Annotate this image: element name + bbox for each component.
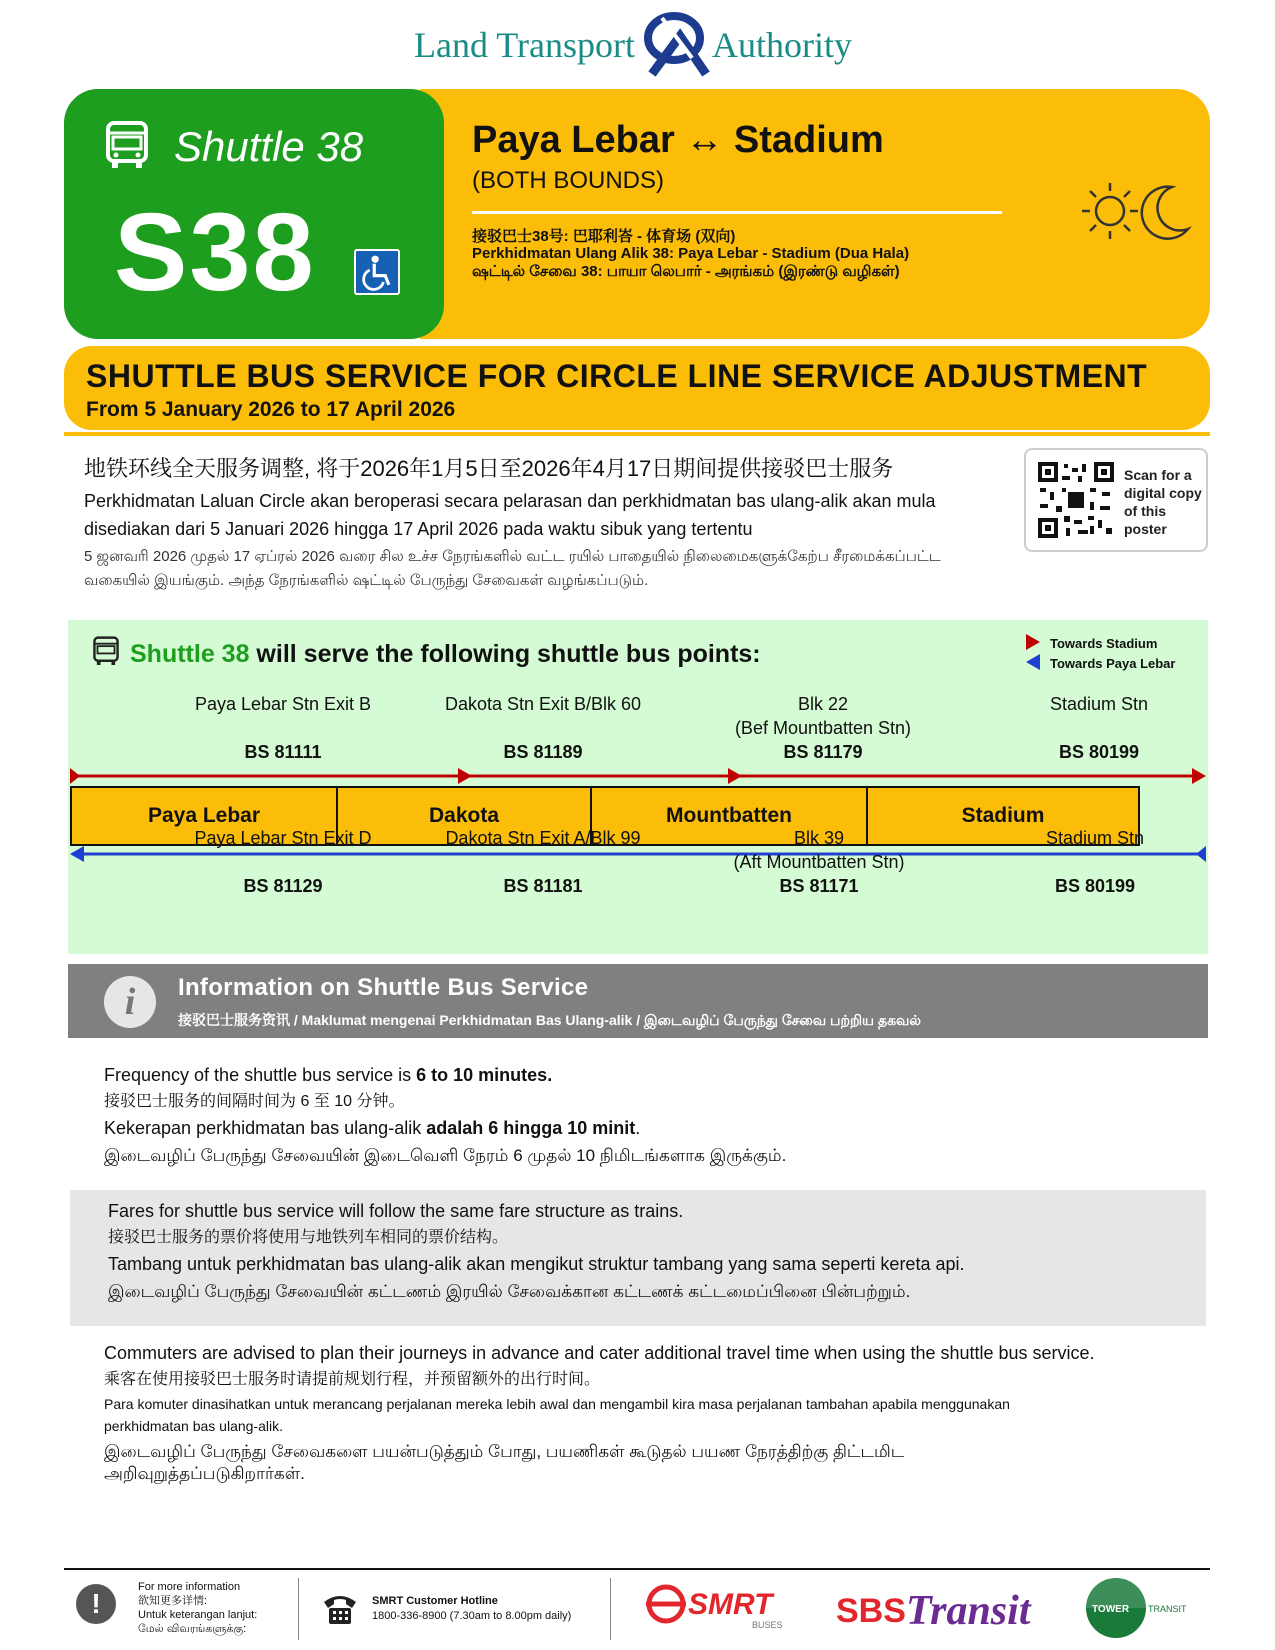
arrow-mid-marker — [728, 768, 742, 784]
bus-stop-code: BS 81129 — [243, 876, 323, 896]
banner-underline — [64, 432, 1210, 436]
intro-text — [84, 452, 964, 593]
frequency-ms-text: Kekerapan perkhidmatan bas ulang-alik — [104, 1118, 427, 1138]
footer-separator — [610, 1578, 611, 1640]
arrow-end-marker — [1192, 768, 1206, 784]
route-subtitle: (BOTH BOUNDS) — [472, 167, 664, 194]
tower-transit-logo — [1086, 1576, 1206, 1642]
fares-ta: இடைவழிப் பேருந்து சேவையின் கட்டணம் இரயில் சேவைக்கான கட்டணக் கட்டமைப்பினை பின்பற்றும். — [108, 1282, 911, 1301]
frequency-ta: இடைவழிப் பேருந்து சேவையின் இடைவெளி நேரம் 6 முதல் 10 நிமிடங்களாக இருக்கும். — [104, 1146, 787, 1165]
info-subtitle: 接驳巴士服务资讯 / Maklumat mengenai Perkhidmatan Bas Ulang-alik / இடைவழிப் பேருந்து சேவை பற்றிய தகவல் — [178, 1012, 922, 1028]
route-divider — [472, 211, 1002, 214]
bus-stop-code: BS 81171 — [779, 876, 859, 896]
qr-label: Scan for a digital copy of this poster — [1124, 467, 1202, 537]
stops-heading-text: will serve the following shuttle bus points: — [249, 640, 761, 668]
hotline-info — [372, 1594, 571, 1624]
advice-en: Commuters are advised to plan their journeys in advance and cater additional travel time when using the shuttle bus service. — [104, 1343, 1095, 1363]
service-code: S38 — [114, 191, 316, 314]
shuttle-stops-panel — [68, 620, 1208, 954]
station-mountbatten: Mountbatten — [590, 786, 868, 846]
frequency-zh: 接驳巴士服务的间隔时间为 6 至 10 分钟。 — [104, 1093, 405, 1110]
qr-code-icon[interactable] — [1038, 462, 1114, 538]
fares-en: Fares for shuttle bus service will follow the same fare structure as trains. — [108, 1201, 684, 1221]
bus-stop-code: BS 81179 — [783, 742, 863, 762]
advice-ta: இடைவழிப் பேருந்து சேவைகளை பயன்படுத்தும் போது, பயணிகள் கூடுதல் பயண நேரத்திற்கு திட்டமிட அறிவுறுத்தப்படுகிறார்கள். — [104, 1442, 905, 1483]
smrt-buses-logo — [644, 1584, 794, 1630]
route-title: Paya Lebar ↔ Stadium — [472, 119, 884, 161]
red-triangle-icon — [1026, 634, 1040, 650]
info-title: Information on Shuttle Bus Service — [178, 974, 589, 1001]
legend-towards-stadium: Towards Stadium — [1050, 636, 1158, 651]
logo-text-right: Authority — [712, 25, 852, 65]
stops-heading — [92, 636, 761, 669]
info-bar — [68, 964, 1208, 1038]
stop-stadium-stn-b — [960, 826, 1230, 898]
fares-ms: Tambang untuk perkhidmatan bas ulang-alik akan mengikut struktur tambang yang sama seperti kereta api. — [108, 1254, 965, 1274]
frequency-en — [104, 1062, 1184, 1089]
frequency-ms-end: . — [635, 1118, 641, 1138]
stop-name-2: (Aft Mountbatten Stn) — [733, 852, 905, 872]
wheelchair-accessible-icon — [354, 249, 400, 295]
frequency-en-value: 6 to 10 minutes. — [416, 1065, 553, 1085]
route-title-ms: Perkhidmatan Ulang Alik 38: Paya Lebar - Stadium (Dua Hala) — [472, 245, 910, 262]
tower-text: TOWER — [1092, 1604, 1130, 1615]
stop-name-2 — [408, 850, 678, 874]
station-paya-lebar: Paya Lebar — [70, 786, 338, 846]
hotline-title: SMRT Customer Hotline — [372, 1595, 498, 1607]
stop-blk-39 — [684, 826, 954, 898]
stop-paya-lebar-exit-d — [148, 826, 418, 898]
service-name: Shuttle 38 — [174, 123, 364, 170]
stop-name-2 — [960, 850, 1230, 874]
stop-name-2 — [148, 850, 418, 874]
more-info-zh: 欲知更多详情: — [138, 1595, 208, 1607]
info-icon: i — [104, 976, 156, 1028]
sbs-transit-logo — [836, 1586, 1036, 1630]
bus-stop-code: BS 80199 — [1058, 742, 1140, 762]
arrow-end-marker — [70, 846, 84, 862]
stop-paya-lebar-exit-b — [148, 692, 418, 764]
arrow-start-marker — [70, 768, 80, 784]
stop-name: Blk 22 — [797, 694, 849, 714]
stop-stadium-stn-a — [964, 692, 1234, 764]
phone-icon — [320, 1588, 360, 1628]
intro-ta: 5 ஜனவரி 2026 முதல் 17 ஏப்ரல் 2026 வரை சில உச்ச நேரங்களில் வட்ட ரயில் பாதையில் நிலைமைகளுக்கேற்ப சீரமைக்கப்பட்ட வகையில் இயங்கும். அந்த நேரங்களில் ஷட்டில் பேருந்து சேவைகள் வழங்கப்படும். — [84, 548, 941, 589]
moon-icon — [1138, 183, 1192, 243]
frequency-ms-value: adalah 6 hingga 10 minit — [426, 1118, 636, 1138]
more-info-label — [138, 1580, 257, 1636]
stop-dakota-exit-b — [408, 692, 678, 764]
route-title-zh: 接驳巴士38号: 巴耶利峇 - 体育场 (双向) — [472, 228, 736, 245]
route-title-ta: ஷட்டில் சேவை 38: பாயா லெபார் - அரங்கம் (இரண்டு வழிகள்) — [472, 263, 900, 280]
bus-stop-code: BS 81189 — [503, 742, 583, 762]
intro-zh: 地铁环线全天服务调整, 将于2026年1月5日至2026年4月17日期间提供接驳巴士服务 — [84, 456, 894, 481]
intro-ms: Perkhidmatan Laluan Circle akan beroperasi secara pelarasan dan perkhidmatan bas ulang-alik akan mula disediakan dari 5 Januari 2026 hingga 17 April 2026 pada waktu sibuk yang tertentu — [84, 491, 936, 539]
hotline-number[interactable]: 1800-336-8900 (7.30am to 8.00pm daily) — [372, 1610, 572, 1622]
stop-name-2 — [408, 716, 678, 740]
transit-text: Transit — [906, 1588, 1031, 1630]
stop-name: Dakota Stn Exit A/Blk 99 — [445, 828, 641, 848]
stop-name-2 — [964, 716, 1234, 740]
lta-emblem-icon — [640, 8, 712, 78]
station-dakota: Dakota — [336, 786, 592, 846]
stop-blk-22 — [688, 692, 958, 764]
bus-icon — [92, 636, 120, 666]
frequency-en-text: Frequency of the shuttle bus service is — [104, 1065, 417, 1085]
stop-name: Paya Lebar Stn Exit D — [194, 828, 372, 848]
stops-heading-service: Shuttle 38 — [130, 640, 250, 668]
sun-icon — [1080, 181, 1140, 241]
stop-name: Stadium Stn — [1049, 694, 1149, 714]
stop-name: Paya Lebar Stn Exit B — [194, 694, 372, 714]
bus-icon — [104, 121, 150, 169]
stop-name-2 — [148, 716, 418, 740]
more-info-ms: Untuk keterangan lanjut: — [138, 1609, 258, 1621]
banner-date: From 5 January 2026 to 17 April 2026 — [86, 398, 456, 421]
exclamation-icon: ! — [76, 1584, 116, 1624]
smrt-sub-text: BUSES — [752, 1620, 783, 1630]
stop-name: Stadium Stn — [1045, 828, 1145, 848]
bus-stop-code: BS 81111 — [244, 742, 322, 762]
bus-stop-code: BS 80199 — [1054, 876, 1136, 896]
logo-text-left: Land Transport — [413, 25, 635, 65]
fares-zh: 接驳巴士服务的票价将使用与地铁列车相同的票价结构。 — [108, 1229, 509, 1246]
blue-triangle-icon — [1026, 654, 1040, 670]
direction-legend — [1026, 634, 1175, 674]
fares-section — [108, 1198, 1188, 1305]
route-panel — [420, 89, 1210, 339]
stop-dakota-exit-a — [408, 826, 678, 898]
bus-stop-code: BS 81181 — [503, 876, 583, 896]
stop-name: Dakota Stn Exit B/Blk 60 — [444, 694, 642, 714]
frequency-ms — [104, 1115, 1184, 1142]
stop-name-2: (Bef Mountbatten Stn) — [734, 718, 912, 738]
footer-divider — [64, 1568, 1210, 1570]
stop-name: Blk 39 — [793, 828, 845, 848]
advice-zh: 乘客在使用接驳巴士服务时请提前规划行程，并预留额外的出行时间。 — [104, 1371, 601, 1388]
footer-separator — [298, 1578, 299, 1640]
service-badge — [64, 89, 444, 339]
legend-towards-paya: Towards Paya Lebar — [1050, 656, 1176, 671]
banner-title: SHUTTLE BUS SERVICE FOR CIRCLE LINE SERVICE ADJUSTMENT — [86, 358, 1148, 394]
arrow-mid-marker — [458, 768, 472, 784]
transit-sub-text: TRANSIT — [1148, 1604, 1187, 1614]
advice-ms: Para komuter dinasihatkan untuk merancang perjalanan mereka lebih awal dan mengambil kira masa perjalanan tambahan apabila menggunakan perkhidmatan bas ulang-alik. — [104, 1396, 1010, 1434]
more-info-ta: மேல் விவரங்களுக்கு: — [138, 1623, 247, 1635]
frequency-section — [104, 1062, 1184, 1169]
more-info-en: For more information — [138, 1581, 241, 1593]
smrt-text: SMRT — [688, 1588, 773, 1621]
advice-section — [104, 1340, 1204, 1485]
sbs-text: SBS — [836, 1592, 906, 1630]
qr-card[interactable] — [1024, 448, 1208, 552]
station-stadium: Stadium — [866, 786, 1140, 846]
lta-logo — [0, 6, 1275, 78]
adjustment-banner — [64, 346, 1210, 430]
